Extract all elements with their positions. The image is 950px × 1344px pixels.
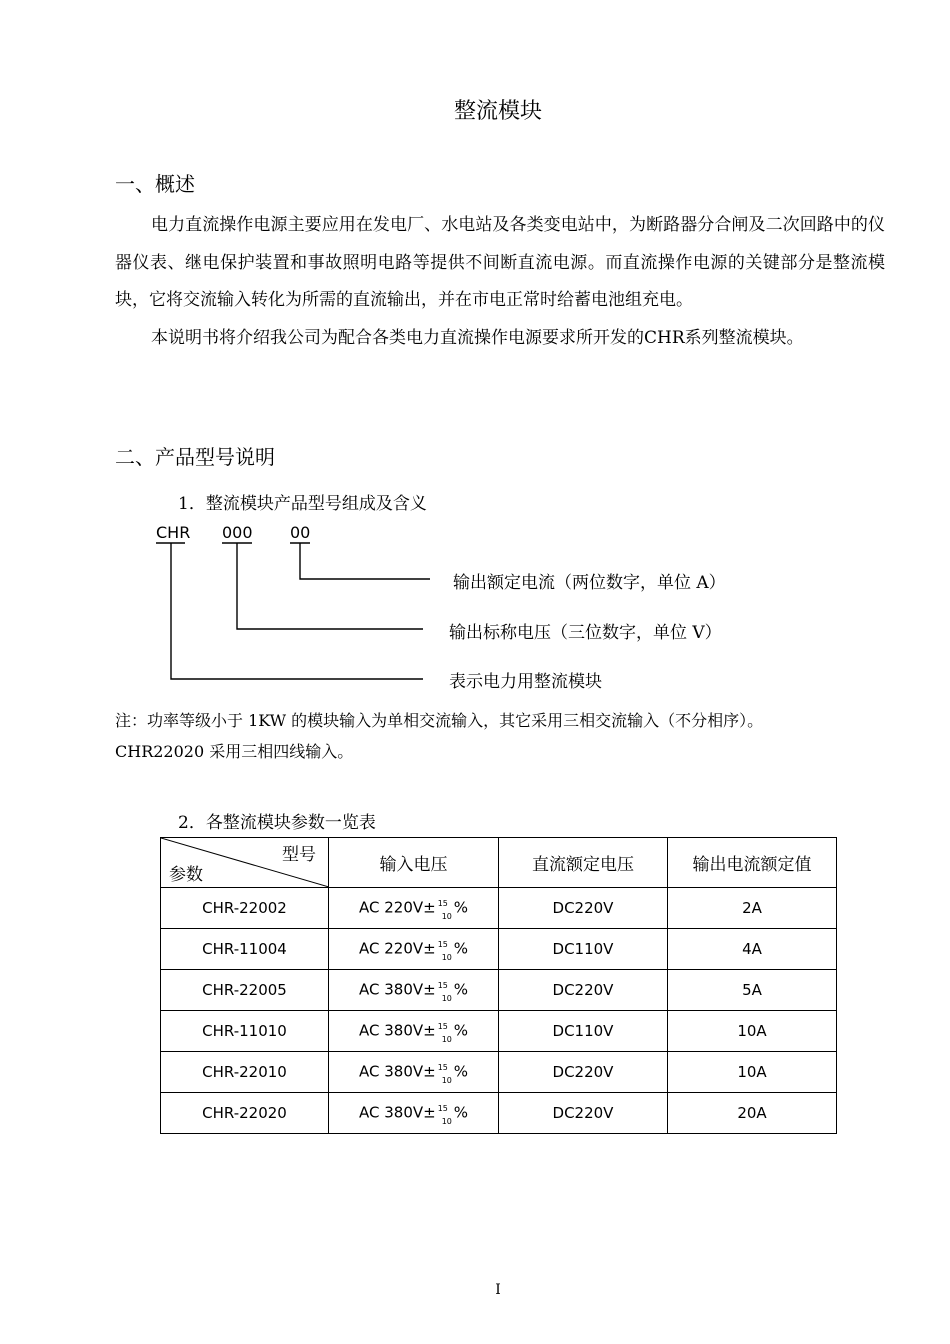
- section-heading-model: 二、产品型号说明: [115, 445, 275, 469]
- callout-output-voltage: 输出标称电压（三位数字，单位 V）: [449, 623, 722, 643]
- tolerance: [436, 1062, 454, 1085]
- note-line-2: CHR22020 采用三相四线输入。: [115, 742, 354, 761]
- cell-input-voltage: [329, 888, 499, 929]
- tolerance-upper: 15: [437, 1022, 448, 1031]
- note-line-1: 注：功率等级小于 1KW 的模块输入为单相交流输入，其它采用三相交流输入（不分相序）。: [115, 711, 764, 730]
- tolerance-lower: 10: [441, 912, 452, 921]
- overview-paragraph-1: 电力直流操作电源主要应用在发电厂、水电站及各类变电站中，为断路器分合闸及二次回路中的仪器仪表、继电保护装置和事故照明电路等提供不间断直流电源。而直流操作电源的关键部分是整流模块，它将交流输入转化为所需的直流输出，并在市电正常时给蓄电池组充电。: [115, 215, 885, 310]
- cell-output-current: 2A: [668, 888, 837, 929]
- cell-input-voltage: [329, 1052, 499, 1093]
- overview-paragraph-2: 本说明书将介绍我公司为配合各类电力直流操作电源要求所开发的CHR系列整流模块。: [151, 327, 804, 348]
- cell-dc-voltage: DC220V: [499, 970, 668, 1011]
- cell-model: CHR-22010: [161, 1052, 329, 1093]
- cell-model: CHR-11004: [161, 929, 329, 970]
- corner-label-model: 型号: [282, 845, 316, 865]
- cell-model: CHR-11010: [161, 1011, 329, 1052]
- table-corner-cell: [161, 838, 329, 888]
- tolerance-upper: 15: [437, 1063, 448, 1072]
- cell-input-voltage: [329, 929, 499, 970]
- table-row: [161, 929, 837, 970]
- cell-model: CHR-22020: [161, 1093, 329, 1134]
- header-output-current: 输出电流额定值: [668, 838, 837, 888]
- percent-sign: %: [453, 980, 468, 999]
- connector-current: [300, 543, 430, 579]
- tolerance-lower: 10: [441, 1117, 452, 1126]
- table-row: [161, 970, 837, 1011]
- header-dc-rated-voltage: 直流额定电压: [499, 838, 668, 888]
- table-row: [161, 1093, 837, 1134]
- cell-dc-voltage: DC220V: [499, 1093, 668, 1134]
- callout-power-rectifier: 表示电力用整流模块: [449, 672, 602, 692]
- percent-sign: %: [453, 898, 468, 917]
- cell-output-current: 10A: [668, 1052, 837, 1093]
- table-row: [161, 1052, 837, 1093]
- subheading-model-composition: 1．整流模块产品型号组成及含义: [178, 494, 427, 514]
- tolerance-upper: 15: [437, 940, 448, 949]
- cell-output-current: 10A: [668, 1011, 837, 1052]
- cell-output-current: 4A: [668, 929, 837, 970]
- cell-input-voltage: [329, 970, 499, 1011]
- input-voltage-text: AC 380V±: [359, 980, 436, 999]
- input-voltage-text: AC 380V±: [359, 1103, 436, 1122]
- subheading-parameter-table: 2．各整流模块参数一览表: [178, 813, 376, 833]
- percent-sign: %: [453, 1062, 468, 1081]
- cell-dc-voltage: DC220V: [499, 1052, 668, 1093]
- tolerance: [436, 1021, 454, 1044]
- callout-output-current: 输出额定电流（两位数字，单位 A）: [453, 573, 726, 593]
- code-current: 00: [290, 523, 311, 542]
- page-number: I: [495, 1282, 501, 1298]
- cell-model: CHR-22005: [161, 970, 329, 1011]
- tolerance-upper: 15: [437, 899, 448, 908]
- table-row: [161, 1011, 837, 1052]
- tolerance: [436, 1103, 454, 1126]
- percent-sign: %: [453, 1103, 468, 1122]
- cell-input-voltage: [329, 1093, 499, 1134]
- tolerance-upper: 15: [437, 1104, 448, 1113]
- cell-dc-voltage: DC110V: [499, 929, 668, 970]
- tolerance-lower: 10: [441, 953, 452, 962]
- tolerance-lower: 10: [441, 1076, 452, 1085]
- cell-output-current: 5A: [668, 970, 837, 1011]
- table-header-row: [161, 838, 837, 888]
- tolerance-upper: 15: [437, 981, 448, 990]
- cell-dc-voltage: DC220V: [499, 888, 668, 929]
- connector-voltage: [237, 543, 423, 629]
- code-prefix: CHR: [156, 523, 191, 542]
- tolerance: [436, 980, 454, 1003]
- corner-label-parameter: 参数: [169, 865, 203, 885]
- connector-prefix: [171, 543, 423, 679]
- section-heading-overview: 一、概述: [115, 172, 195, 196]
- input-voltage-text: AC 380V±: [359, 1021, 436, 1040]
- cell-model: CHR-22002: [161, 888, 329, 929]
- tolerance: [436, 898, 454, 921]
- code-voltage: 000: [222, 523, 253, 542]
- percent-sign: %: [453, 1021, 468, 1040]
- tolerance-lower: 10: [441, 1035, 452, 1044]
- cell-input-voltage: [329, 1011, 499, 1052]
- tolerance: [436, 939, 454, 962]
- page-title: 整流模块: [453, 99, 542, 124]
- table-row: [161, 888, 837, 929]
- input-voltage-text: AC 380V±: [359, 1062, 436, 1081]
- cell-output-current: 20A: [668, 1093, 837, 1134]
- cell-dc-voltage: DC110V: [499, 1011, 668, 1052]
- parameter-table: [160, 837, 837, 1134]
- input-voltage-text: AC 220V±: [359, 898, 436, 917]
- percent-sign: %: [453, 939, 468, 958]
- input-voltage-text: AC 220V±: [359, 939, 436, 958]
- header-input-voltage: 输入电压: [329, 838, 499, 888]
- tolerance-lower: 10: [441, 994, 452, 1003]
